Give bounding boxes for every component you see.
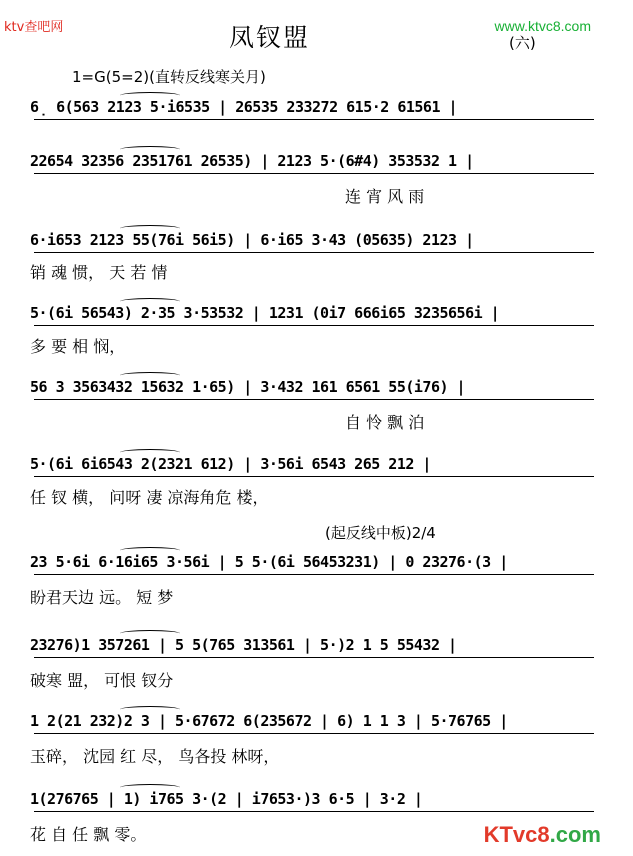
lyrics-line: 多 要 相 悯， [30, 337, 126, 356]
logo-suffix: .com [549, 822, 601, 847]
slur-arc [120, 298, 180, 305]
lyrics-line: 销 魂 惯， 天 若 情 [30, 263, 168, 282]
notation-line: 6·i653 2123 55(76i 56i5) | 6·i65 3·43 (05635) 2123 | [30, 231, 474, 249]
beam-underline [34, 657, 594, 658]
slur-arc [120, 630, 180, 637]
slur-arc [120, 547, 180, 554]
notation-line: 1 2(21 232)2 3 | 5·67672 6(235672 | 6) 1 1 3 | 5·76765 | [30, 712, 508, 730]
beam-underline [34, 252, 594, 253]
notation-line: 5·(6i 6i6543 2(2321 612) | 3·56i 6543 265 212 | [30, 455, 431, 473]
notation-line: 6̣ 6(563 2123 5·i6535 | 26535 233272 615·2 61561 | [30, 98, 458, 116]
notation-line: 22654 32356 2351761 26535) | 2123 5·(6#4) 353532 1 | [30, 152, 474, 170]
notation-line: 1(276765 | 1) i765 3·(2 | i7653·)3 6·5 | 3·2 | [30, 790, 423, 808]
notation-line: 23 5·6i 6·16i65 3·56i | 5 5·(6i 56453231) | 0 23276·(3 | [30, 553, 508, 571]
slur-arc [120, 706, 180, 713]
logo-main: KTvc8 [483, 822, 550, 847]
lyrics-line: 连 宵 风 雨 [345, 187, 425, 206]
beam-underline [34, 399, 594, 400]
lyrics-line: 花 自 任 飘 零。 [30, 825, 147, 844]
watermark-left: ktv查吧网 [4, 20, 64, 35]
notation-line: 23276)1 357261 | 5 5(765 313561 | 5·)2 1 5 55432 | [30, 636, 457, 654]
beam-underline [34, 325, 594, 326]
lyrics-line: 任 钗 横， 问呀 凄 凉海角危 楼， [30, 488, 269, 507]
lyrics-line: 盼君天边 远。 短 梦 [30, 588, 174, 607]
slur-arc [120, 449, 180, 456]
slur-arc [120, 146, 180, 153]
beam-underline [34, 811, 594, 812]
lyrics-line: 破寒 盟， 可恨 钗分 [30, 671, 174, 690]
notation-line: 56 3 3563432 15632 1·65) | 3·432 161 6561 55(i76) | [30, 378, 466, 396]
beam-underline [34, 574, 594, 575]
beam-underline [34, 119, 594, 120]
slur-arc [120, 372, 180, 379]
section-number: (六) [509, 34, 536, 52]
watermark-right[interactable]: www.ktvc8.com [494, 18, 591, 34]
lyrics-line: 自 怜 飘 泊 [345, 413, 425, 432]
slur-arc [120, 92, 180, 99]
lyrics-line: 玉碎， 沈园 红 尽， 鸟各投 林呀， [30, 747, 280, 766]
beam-underline [34, 733, 594, 734]
page-title: 凤钗盟 [229, 23, 311, 52]
slur-arc [120, 225, 180, 232]
beam-underline [34, 476, 594, 477]
tempo-marking: (起反线中板)2/4 [325, 524, 436, 542]
site-logo[interactable] [484, 822, 601, 848]
slur-arc [120, 784, 180, 791]
notation-line: 5·(6i 56543) 2·35 3·53532 | 1231 (0i7 666i65 3235656i | [30, 304, 500, 322]
beam-underline [34, 173, 594, 174]
key-signature: 1=G(5=2)(直转反线寒关月) [72, 68, 266, 86]
